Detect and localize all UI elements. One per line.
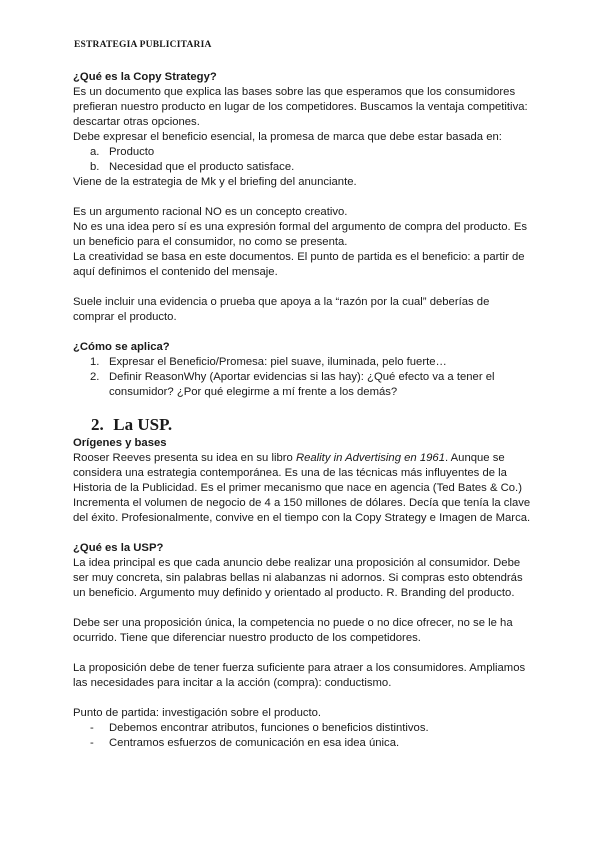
paragraph: No es una idea pero sí es una expresión formal del argumento de compra del producto. Es un beneficio para el consumidor, no como se presenta. [73, 221, 528, 248]
paragraph: Suele incluir una evidencia o prueba que apoya a la “razón por la cual” deberías de comprar el producto. [73, 296, 490, 323]
paragraph: La creatividad se basa en este documentos. El punto de partida es el beneficio: a partir de aquí definimos el contenido del mensaje. [73, 251, 525, 278]
list-marker: - [90, 722, 94, 734]
list-item [73, 721, 533, 736]
section-heading-copy-strategy: ¿Qué es la Copy Strategy? [73, 71, 217, 83]
text-run: . Aunque se considera una estrategia contemporánea. Es una de las técnicas más influyentes de la Historia de la Publicidad. Es el primer mecanismo que nace en agencia (Ted Bates & Co.) Incrementa el volumen de negocio de 4 a 150 millones de dólares. Decía que tenía la clave del éxito. Profesionalmente, convive en el tiempo con la Copy Strategy e Imagen de Marca. [73, 452, 531, 524]
list-item-text: Expresar el Beneficio/Promesa: piel suave, iluminada, pelo fuerte… [109, 356, 447, 368]
list-item [73, 355, 533, 370]
section-title-usp [73, 414, 533, 436]
lettered-list [73, 145, 533, 175]
list-item [73, 160, 533, 175]
list-item [73, 370, 533, 400]
list-marker: - [90, 737, 94, 749]
paragraph: Debe ser una proposición única, la competencia no puede o no dice ofrecer, no se le ha ocurrido. Tiene que diferenciar nuestro producto de los competidores. [73, 617, 513, 644]
numbered-list [73, 355, 533, 400]
list-item-text: Debemos encontrar atributos, funciones o beneficios distintivos. [109, 722, 429, 734]
page-header: ESTRATEGIA PUBLICITARIA [74, 40, 212, 50]
list-item-text: Centramos esfuerzos de comunicación en esa idea única. [109, 737, 400, 749]
section-heading-como-se-aplica: ¿Cómo se aplica? [73, 341, 170, 353]
list-item-text: Definir ReasonWhy (Aportar evidencias si las hay): ¿Qué efecto va a tener el consumidor? ¿Por qué elegirme a mí frente a los demás? [109, 371, 495, 398]
list-marker: a. [90, 146, 100, 158]
list-item [73, 145, 533, 160]
book-title: Reality in Advertising en 1961 [295, 452, 445, 464]
paragraph: Punto de partida: investigación sobre el producto. [73, 707, 322, 719]
paragraph: Viene de la estrategia de Mk y el briefing del anunciante. [73, 176, 357, 188]
list-item-text: Necesidad que el producto satisface. [109, 161, 295, 173]
document-body [73, 70, 533, 751]
paragraph: Es un argumento racional NO es un concepto creativo. [73, 206, 348, 218]
paragraph: Debe expresar el beneficio esencial, la promesa de marca que debe estar basada en: [73, 131, 502, 143]
paragraph-origins [73, 451, 533, 526]
section-number: 2. [91, 415, 104, 434]
paragraph: La idea principal es que cada anuncio debe realizar una proposición al consumidor. Debe ser muy concreta, sin palabras bellas ni alabanzas ni adornos. Si compras esto obtendrás un beneficio. Argumento muy definido y orientado al producto. R. Branding del producto. [73, 557, 523, 599]
paragraph: La proposición debe de tener fuerza suficiente para atraer a los consumidores. Ampliamos las necesidades para incitar a la acción (compra): conductismo. [73, 662, 526, 689]
subheading-origenes: Orígenes y bases [73, 437, 167, 449]
list-marker: 1. [90, 356, 100, 368]
list-marker: 2. [90, 371, 100, 383]
paragraph: Es un documento que explica las bases sobre las que esperamos que los consumidores prefieran nuestro producto en lugar de los competidores. Buscamos la ventaja competitiva: descartar otras opciones. [73, 86, 528, 128]
dash-list [73, 721, 533, 751]
subheading-que-es-usp: ¿Qué es la USP? [73, 542, 164, 554]
list-item-text: Producto [109, 146, 155, 158]
list-marker: b. [90, 161, 100, 173]
text-run: Rooser Reeves presenta su idea en su libro [73, 452, 296, 464]
list-item [73, 736, 533, 751]
section-title-text: La USP. [113, 415, 173, 434]
